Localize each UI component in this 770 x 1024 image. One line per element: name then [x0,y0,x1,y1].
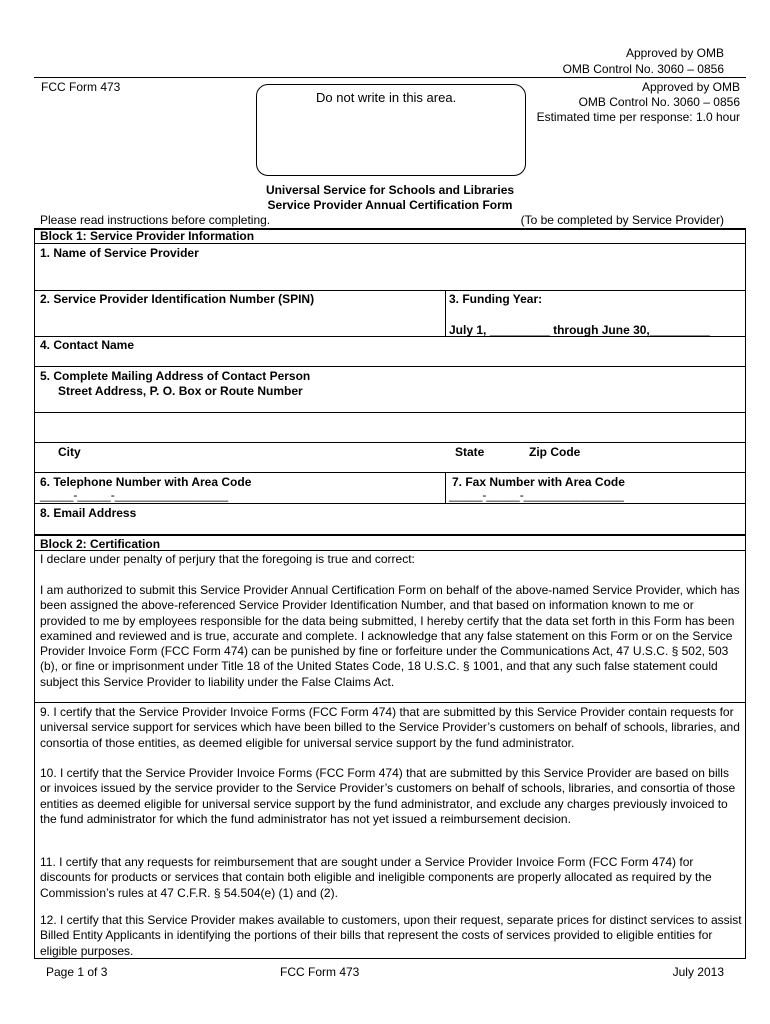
spin-label: 2. Service Provider Identification Number (SPIN) [40,292,315,306]
mailing-address-label: 5. Complete Mailing Address of Contact Person [40,369,311,383]
certification-item-12: 12. I certify that this Service Provider makes available to customers, upon their request, separate prices for distinct services to assist Billed Entity Applicants in identifying the portions of their bills that represent the costs of services provided to eligible entities for eligible purposes. [40,913,742,958]
contact-name-label: 4. Contact Name [40,338,135,352]
provider-name-field[interactable] [40,261,740,288]
omb-control-number: OMB Control No. 3060 – 0856 [578,95,740,109]
rule [34,366,746,367]
rule [34,412,746,413]
form-title-line-1: Universal Service for Schools and Libraries [265,183,515,197]
spin-field[interactable] [40,307,440,334]
omb-control-top: OMB Control No. 3060 – 0856 [562,62,724,76]
fax-field[interactable]: _____-_____-_______________ [449,488,624,502]
street-address-label: Street Address, P. O. Box or Route Number [58,384,303,398]
zip-code-label: Zip Code [529,445,581,459]
certification-item-9: 9. I certify that the Service Provider Invoice Forms (FCC Form 474) that are submitted by this Service Provider contain requests for universal service support for services which have been billed to the Service Provider’s customers on behalf of schools, libraries, and consortia of those entities, as deemed eligible for universal service support by the fund administrator. [40,705,740,750]
phone-fax-divider [445,472,446,504]
rule [34,702,746,703]
read-instructions-note: Please read instructions before completing. [40,213,271,227]
rule [34,243,746,244]
street-address-field[interactable] [40,414,740,440]
omb-approval: Approved by OMB [641,80,740,94]
telephone-label: 6. Telephone Number with Area Code [40,475,252,489]
authorization-paragraph: I am authorized to submit this Service Provider Annual Certification Form on behalf of the above-named Service Provider, which has been assigned the above-referenced Service Provider Identification Number, and that based on information known to me or provided to me by employees responsible for the data being submitted, I hereby certify that the data set forth in this Form has been examined and reviewed and is true, accurate and complete. I acknowledge that any false statement on this Form or on the Service Provider Invoice Form (FCC Form 474) can be punished by fine or forfeiture under the Communications Act, 47 U.S.C. § 502, 503 (b), or fine or imprisonment under Title 18 of the United States Code, 18 U.S.C. § 1001, and that any such false statement could subject this Service Provider to liability under the False Claims Act. [40,583,740,689]
certification-item-10: 10. I certify that the Service Provider Invoice Forms (FCC Form 474) that are submitted by this Service Provider are based on bills or invoices issued by the service provider to the Service Provider’s customers on behalf of schools, libraries, and consortia of those entities as deemed eligible for universal service support by the fund administrator, and exclude any charges previously invoiced to the fund administrator for which the fund administrator has not yet issued a reimbursement decision. [40,766,736,826]
rule [34,290,746,291]
form-title-line-2: Service Provider Annual Certification Form [267,198,513,212]
rule [34,442,746,443]
spin-funding-divider [445,290,446,337]
perjury-statement: I declare under penalty of perjury that the foregoing is true and correct: [40,552,415,566]
page-number: Page 1 of 3 [46,965,108,979]
funding-year-label: 3. Funding Year: [449,292,543,306]
telephone-field[interactable]: _____-_____-_________________ [40,488,229,502]
email-label: 8. Email Address [40,506,137,520]
rule [34,503,746,504]
provider-name-label: 1. Name of Service Provider [40,246,199,260]
state-label: State [455,445,485,459]
contact-name-field[interactable] [160,338,740,364]
estimated-time: Estimated time per response: 1.0 hour [536,110,740,124]
email-field[interactable] [150,506,740,532]
do-not-write-notice: Do not write in this area. [316,90,457,105]
form-id: FCC Form 473 [41,80,121,94]
block2-top-rule [34,534,746,536]
footer-date: July 2013 [672,965,724,979]
rule [34,472,746,473]
form-left-border [34,228,35,959]
block2-heading: Block 2: Certification [40,537,161,551]
block1-heading: Block 1: Service Provider Information [40,229,255,243]
funding-year-field[interactable]: July 1, _________ through June 30,_________ [449,323,710,337]
city-label: City [58,445,81,459]
footer-form-id: FCC Form 473 [280,965,360,979]
completed-by-note: (To be completed by Service Provider) [520,213,724,227]
omb-approval-top: Approved by OMB [625,46,724,60]
form-right-border [745,228,746,959]
certification-item-11: 11. I certify that any requests for reimbursement that are sought under a Service Provider Invoice Form (FCC Form 474) for discounts for products or services that contain both eligible and ineligible components are properly allocated as required by the Commission’s rules at 47 C.F.R. § 54.504(e) (1) and (2). [40,855,712,900]
fax-label: 7. Fax Number with Area Code [452,475,625,489]
header-rule [34,77,746,78]
